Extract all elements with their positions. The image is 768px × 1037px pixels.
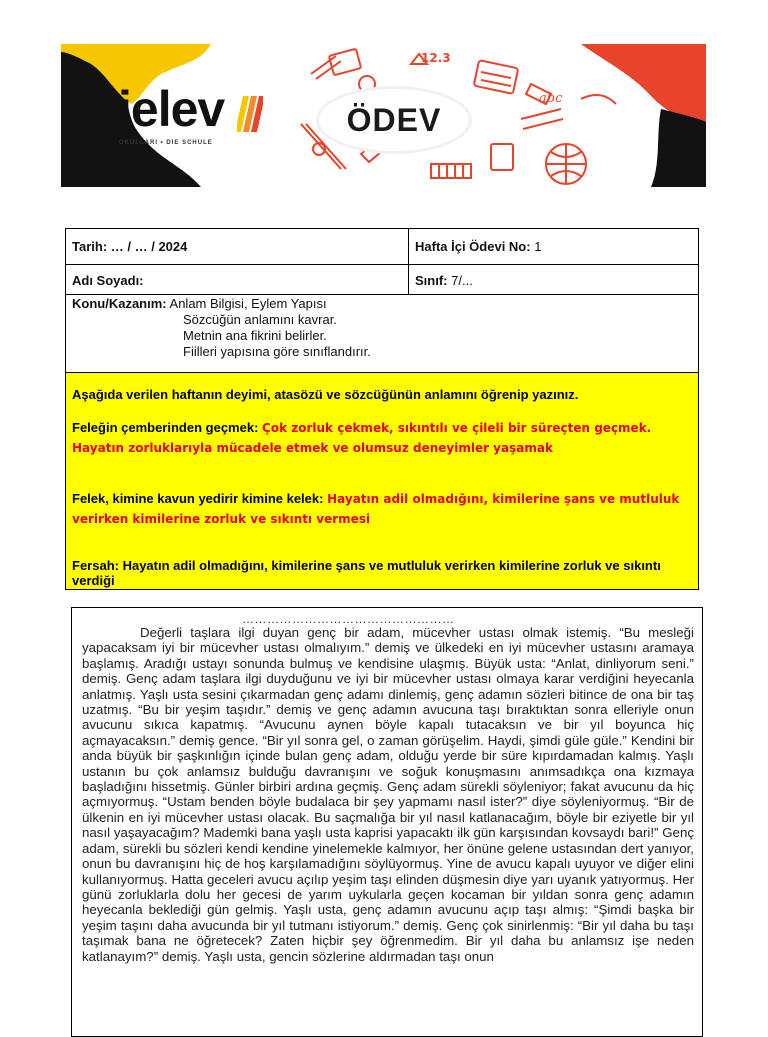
reading-paragraph: Değerli taşlara ilgi duyan genç bir adam, mücevher ustası olmak istemiş. “Bu mesleği yapacaksam iyi bir mücevher ustası olmalıyım.” demiş ve ülkedeki en iyi mücevher ustasını aramaya başlamış. Aradığı ustayı sonunda bulmuş ve kendisine ulaşmış. Büyük usta: “Anlat, dinliyorum seni.” demiş. Genç adam taşlara ilgi duyduğunu ve iyi bir mücevher ustası olmaya karar verdiğini heyecanla anlatmış. Yaşlı usta sesini çıkarmadan genç adamı dinlemiş, genç adamın sözleri bitince de ona bir taş uzatmış. “Bu bir yeşim taşıdır.” demiş ve genç adamın avucuna taşı bıraktıktan sonra elleriyle onun avucunu sıkıca kapatmış. “Avucunu aynen böyle kapalı tutacaksın ve bir yıl boyunca hiç açmayacaksın.” demiş gence. “Bir yıl sonra gel, o zaman görüşelim. Haydi, şimdi güle güle.” Kendini bir anda büyük bir şaşkınlığın içinde bulan genç adam, olduğu yerde bir süre kıpırdamadan kalmış. Yaşlı ustanın bu çok anlamsız bulduğu davranışını ve soğuk konuşmasını anımsadıkça ona kızmaya başladığını hissetmiş. Günler birbiri ardına geçmiş. Genç adam sürekli söyleniyor; fakat avucunu da hiç açmıyormuş. “Ustam benden böyle budalaca bir şey yapmamı nasıl ister?” diye söyleniyormuş. “Bir de ülkenin en iyi mücevher ustası olacak. Bu saçmalığa bir yıl nasıl katlanacağım, böyle bir eziyetle bir yıl nasıl yaşayacağım? Mademki bana yaşlı usta kaprisi yapacaktı ilk gün karşısından kovsaydı bari!” Genç adam, sürekli bu sözleri kendi kendine yinelemekle kalmıyor, her önüne gelene ustasından dert yanıyor, onun bu davranışını hiç de hoş karşılamadığını söylüyormuş. Yine de avucu kapalı uyuyor ve diğer elini kullanıyormuş. Hatta geceleri avucu açılıp yeşim taşı elinden düşmesin diye yarı uyanık yatıyormuş. Her günü zorluklarla dolu her gecesi de yarım uykularla geçen kocaman bir yıldan sonra genç adamın heyecanla beklediği gün gelmiş. Yaşlı usta, genç adamın avucunu açıp taşı almış: “Şimdi başka bir yeşim taşını daha avucunda bir yıl tutmanı istiyorum.” demiş. Genç çok sinirlenmiş: “Bir yıl daha bu taşı taşımak bana ne öğretecek? Zaten hiçbir şey öğrenmedim. Bir yıl daha bu anlamsız işe neden katlanayım?” demiş. Yaşlı usta, gencin sözlerine aldırmadan taşı onun xyxy=(82,625,694,964)
instruction-text: Aşağıda verilen haftanın deyimi, atasözü ve sözcüğünün anlamını öğrenip yazınız. xyxy=(72,387,579,402)
homework-number-value: 1 xyxy=(534,239,542,254)
topic-line: Sözcüğün anlamını kavrar. xyxy=(183,312,337,327)
homework-number-cell xyxy=(409,229,698,264)
name-cell xyxy=(66,265,409,294)
header-banner xyxy=(61,44,706,187)
topic-line: Fiilleri yapısına göre sınıflandırır. xyxy=(183,344,371,359)
reading-passage-box xyxy=(71,607,703,1037)
date-cell xyxy=(66,229,409,264)
topic-line: Metnin ana fikrini belirler. xyxy=(183,328,327,343)
logo-slashes-icon xyxy=(237,96,263,132)
school-logo-text: ielev xyxy=(118,81,225,137)
date-row xyxy=(66,229,698,265)
doodle-letters: abc xyxy=(539,91,563,106)
word-entry: Fersah: Hayatın adil olmadığını, kimilerine şans ve mutluluk verirken kimilerine zorluk ve sıkıntı verdiği xyxy=(72,558,661,588)
topic-row xyxy=(66,295,698,373)
reading-body xyxy=(82,625,694,964)
reading-title-blank: …………………………………………… xyxy=(242,612,455,626)
doodle-numbers: 12.3 xyxy=(421,51,451,65)
date-value: … / … / 2024 xyxy=(110,239,188,254)
class-cell xyxy=(409,265,698,294)
proverb-meaning: Hayatın adil olmadığını, kimilerine şans ve mutluluk verirken kimilerine zorluk ve sıkıntı vermesi xyxy=(72,492,680,526)
school-logo-subtitle: OKULLARI • DIE SCHULE xyxy=(119,140,213,146)
weekly-vocabulary-section xyxy=(66,373,698,589)
homework-info-table xyxy=(65,228,699,590)
idiom-meaning: Çok zorluk çekmek, sıkıntılı ve çileli bir süreçten geçmek. Hayatın zorluklarıyla mücadele etmek ve olumsuz deneyimler yaşamak xyxy=(72,421,652,455)
date-label: Tarih: xyxy=(72,239,108,254)
proverb-term: Felek, kimine kavun yedirir kimine kelek: xyxy=(72,491,324,506)
idiom-term: Feleğin çemberinden geçmek: xyxy=(72,420,259,435)
idiom-entry xyxy=(72,418,692,458)
name-label: Adı Soyadı: xyxy=(72,273,144,288)
name-row xyxy=(66,265,698,295)
topic-cell xyxy=(66,295,698,372)
topic-first-line xyxy=(72,296,692,312)
homework-number-label: Hafta İçi Ödevi No: xyxy=(415,239,531,254)
proverb-entry xyxy=(72,489,692,529)
topic-line: Anlam Bilgisi, Eylem Yapısı xyxy=(169,296,327,311)
class-value: 7/... xyxy=(451,273,473,288)
page-title: ÖDEV xyxy=(346,102,442,138)
class-label: Sınıf: xyxy=(415,273,448,288)
topic-label: Konu/Kazanım: xyxy=(72,296,167,311)
